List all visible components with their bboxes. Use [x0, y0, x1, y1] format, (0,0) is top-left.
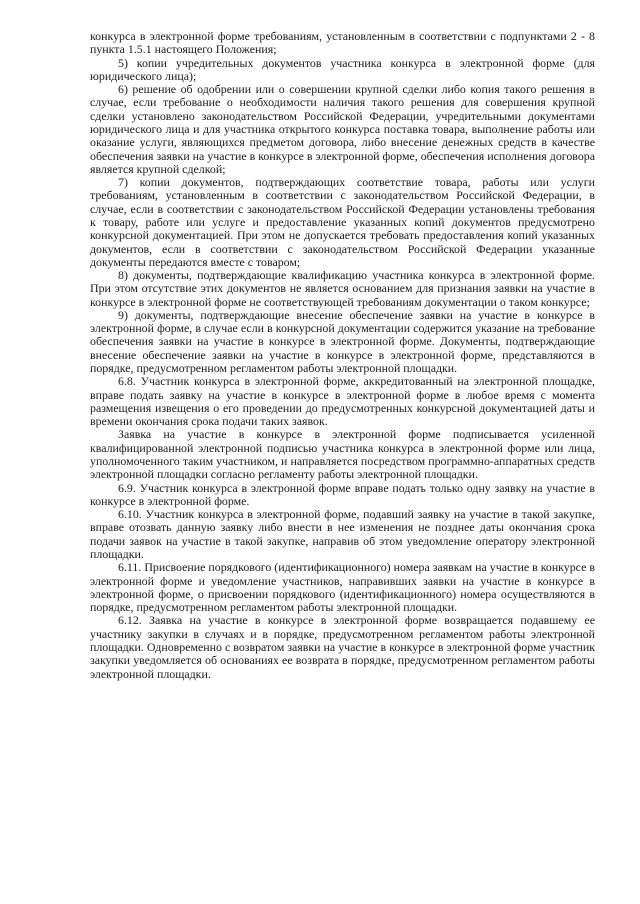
paragraph-continuation: конкурса в электронной форме требованиям, установленным в соответствии с подпунктами 2 - 8 пункта 1.5.1 настоящего Положения; — [90, 29, 595, 57]
paragraph-item-9: 9) документы, подтверждающие внесение обеспечение заявки на участие в конкурсе в электронной форме, в случае если в конкурсной документации содержится указание на требование обеспечения заявки на участие в конкурсе в электронной форме. Документы, подтверждающие внесение обеспечение заявки на участие в конкурсе в электронной форме, представляются в порядке, предусмотренном регламентом работы электронной площадки. — [90, 307, 595, 376]
paragraph-6-8-signature: Заявка на участие в конкурсе в электронной форме подписывается усиленной квалифицированной электронной подписью участника конкурса в электронной форме или лица, уполномоченного таким участником, и направляется посредством программно-аппаратных средств электронной площадки согласно регламенту работы электронной площадки. — [90, 427, 595, 482]
paragraph-item-7: 7) копии документов, подтверждающих соответствие товара, работы или услуги требованиям, установленным в соответствии с законодательством Российской Федерации, в случае, если в соответствии с законодательством Российской Федерации установлены требования к товару, работе или услуге и предоставление указанных копий документов предусмотрено конкурсной документацией. При этом не допускается требовать предоставления копий указанных документов, если в соответствии с законодательством Российской Федерации указанные документы передаются вместе с товаром; — [90, 175, 595, 269]
paragraph-item-8: 8) документы, подтверждающие квалификацию участника конкурса в электронной форме. При этом отсутствие этих документов не является основанием для признания заявки на участие в конкурсе в электронной форме не соответствующей требованиям документации о таком конкурсе; — [90, 268, 595, 309]
paragraph-6-8: 6.8. Участник конкурса в электронной форме, аккредитованный на электронной площадке, вправе подать заявку на участие в конкурсе в электронной форме в любое время с момента размещения извещения о его проведении до предусмотренных конкурсной документацией даты и времени окончания срока подачи таких заявок. — [90, 374, 595, 429]
paragraph-item-6: 6) решение об одобрении или о совершении крупной сделки либо копия такого решения в случае, если требование о необходимости наличия такого решения для совершения крупной сделки установлено законодательством Российской Федерации, учредительными документами юридического лица и для участника открытого конкурса поставка товара, выполнение работы или оказание услуги, являющихся предметом договора, либо внесение денежных средств в качестве обеспечения заявки на участие в конкурсе в электронной форме, обеспечения исполнения договора является крупной сделкой; — [90, 82, 595, 176]
paragraph-6-10: 6.10. Участник конкурса в электронной форме, подавший заявку на участие в такой закупке, вправе отозвать данную заявку либо внести в нее изменения не позднее даты окончания срока подачи заявок на участие в такой закупке, направив об этом уведомление оператору электронной площадки. — [90, 507, 595, 561]
paragraph-6-11: 6.11. Присвоение порядкового (идентификационного) номера заявкам на участие в конкурсе в электронной форме и уведомление участников, направивших заявки на участие в конкурсе в электронной форме, о присвоении порядкового (идентификационного) номера осуществляются в порядке, предусмотренном регламентом работы электронной площадки. — [90, 560, 595, 615]
paragraph-6-9: 6.9. Участник конкурса в электронной форме вправе подать только одну заявку на участие в конкурсе в электронной форме. — [90, 480, 595, 508]
paragraph-item-5: 5) копии учредительных документов участника конкурса в электронной форме (для юридического лица); — [90, 55, 595, 83]
paragraph-6-12: 6.12. Заявка на участие в конкурсе в электронной форме возвращается подавшему ее участнику закупки в случаях и в порядке, предусмотренном регламентом работы электронной площадки. Одновременно с возвратом заявки на участие в конкурсе в электронной форме участник закупки уведомляется об основаниях ее возврата в порядке, предусмотренном регламентом работы электронной площадки. — [90, 613, 595, 681]
document-body — [90, 30, 595, 681]
